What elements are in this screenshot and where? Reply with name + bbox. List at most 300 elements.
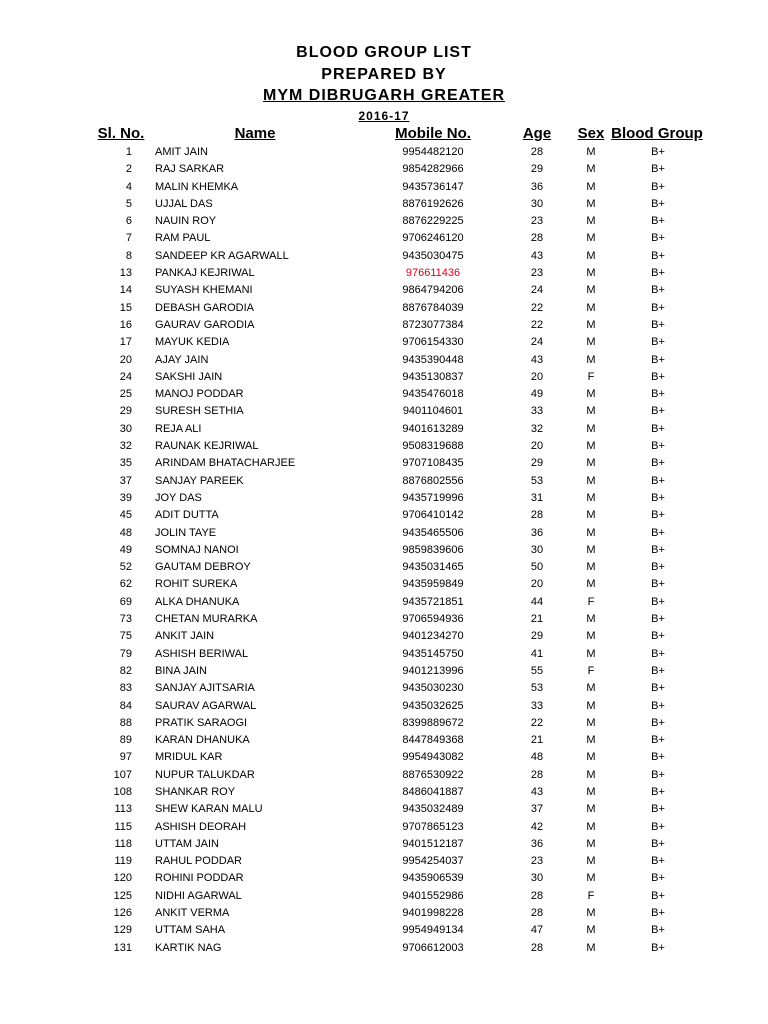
sl-no-cell: 115 [114,820,132,833]
sex-cell: M [586,474,596,487]
age-cell: 30 [530,197,544,210]
sl-no-cell: 6 [125,215,132,228]
sl-no-cell: 49 [119,543,132,556]
sl-no-cell: 30 [119,422,132,435]
mobile-no-cell: 9435390448 [402,353,464,366]
age-cell: 20 [530,370,544,383]
name-cell: MANOJ PODDAR [155,388,244,401]
age-cell: 33 [530,699,544,712]
age-cell: 55 [530,664,544,677]
blood-group-cell: B+ [651,232,665,245]
table-row [0,646,768,663]
sex-cell: M [586,301,596,314]
name-cell: SANJAY AJITSARIA [155,682,255,695]
age-cell: 44 [530,595,544,608]
age-cell: 20 [530,440,544,453]
sl-no-cell: 84 [119,699,132,712]
mobile-no-cell: 9435906539 [402,872,464,885]
sl-no-cell: 4 [125,180,132,193]
name-cell: MAYUK KEDIA [155,336,230,349]
name-cell: GAUTAM DEBROY [155,561,251,574]
blood-group-cell: B+ [651,388,665,401]
name-cell: UJJAL DAS [155,197,213,210]
mobile-no-cell: 8399889672 [402,716,464,729]
name-cell: SAKSHI JAIN [155,370,223,383]
table-row [0,421,768,438]
age-cell: 43 [530,353,544,366]
sex-cell: M [586,232,596,245]
name-cell: KARTIK NAG [155,941,222,954]
mobile-no-cell: 9401213996 [402,664,464,677]
sl-no-cell: 125 [113,889,132,902]
age-cell: 28 [530,768,544,781]
sl-no-cell: 48 [119,526,132,539]
sl-no-cell: 131 [113,941,132,954]
mobile-no-cell: 9707108435 [402,457,464,470]
mobile-no-cell: 9401998228 [402,907,464,920]
blood-group-cell: B+ [651,699,665,712]
mobile-no-cell: 9401613289 [402,422,464,435]
sl-no-cell: 14 [119,284,132,297]
age-cell: 36 [530,180,544,193]
name-cell: NIDHI AGARWAL [155,889,242,902]
name-cell: SURESH SETHIA [155,405,244,418]
table-row [0,525,768,542]
sl-no-cell: 8 [125,249,132,262]
age-cell: 20 [530,578,544,591]
sl-no-cell: 75 [119,630,132,643]
name-cell: ROHIT SUREKA [155,578,238,591]
blood-group-cell: B+ [651,267,665,280]
sl-no-cell: 73 [119,613,132,626]
table-row [0,403,768,420]
name-cell: GAURAV GARODIA [155,318,255,331]
name-cell: BINA JAIN [155,664,207,677]
table-row [0,352,768,369]
age-cell: 43 [530,249,544,262]
age-cell: 23 [530,855,544,868]
age-cell: 36 [530,526,544,539]
sex-cell: M [586,941,596,954]
name-cell: JOLIN TAYE [155,526,217,539]
blood-group-cell: B+ [651,613,665,626]
document-year: 2016-17 [358,109,410,123]
sl-no-cell: 62 [119,578,132,591]
sl-no-cell: 83 [119,682,132,695]
age-cell: 53 [530,682,544,695]
table-row [0,940,768,957]
mobile-no-cell: 8447849368 [402,734,464,747]
table-row [0,213,768,230]
header-sex: Sex [577,125,605,142]
sex-cell: M [586,785,596,798]
mobile-no-cell: 9508319688 [402,440,464,453]
mobile-no-cell: 8876530922 [402,768,464,781]
sex-cell: F [587,595,595,608]
age-cell: 23 [530,267,544,280]
name-cell: PRATIK SARAOGI [155,716,248,729]
mobile-no-cell: 9401552986 [402,889,464,902]
sex-cell: M [586,215,596,228]
name-cell: ALKA DHANUKA [155,595,240,608]
age-cell: 23 [530,215,544,228]
age-cell: 48 [530,751,544,764]
name-cell: UTTAM SAHA [155,924,226,937]
age-cell: 53 [530,474,544,487]
name-cell: SHEW KARAN MALU [155,803,263,816]
age-cell: 32 [530,422,544,435]
name-cell: NAUIN ROY [155,215,217,228]
table-row [0,248,768,265]
table-row [0,749,768,766]
age-cell: 31 [530,491,544,504]
age-cell: 22 [530,301,544,314]
blood-group-cell: B+ [651,440,665,453]
blood-group-cell: B+ [651,353,665,366]
mobile-no-cell: 9401234270 [402,630,464,643]
blood-group-cell: B+ [651,561,665,574]
table-row [0,801,768,818]
table-row [0,663,768,680]
name-cell: ROHINI PODDAR [155,872,244,885]
mobile-no-cell: 9435032625 [402,699,464,712]
sex-cell: M [586,613,596,626]
sex-cell: M [586,405,596,418]
sex-cell: M [586,855,596,868]
document-title-line3: MYM DIBRUGARH GREATER [262,87,506,104]
sex-cell: M [586,388,596,401]
sl-no-cell: 2 [125,163,132,176]
age-cell: 42 [530,820,544,833]
age-cell: 28 [530,232,544,245]
table-row [0,870,768,887]
table-row [0,576,768,593]
sex-cell: M [586,197,596,210]
blood-group-cell: B+ [651,751,665,764]
blood-group-cell: B+ [651,543,665,556]
age-cell: 33 [530,405,544,418]
sex-cell: M [586,353,596,366]
blood-group-cell: B+ [651,578,665,591]
mobile-no-cell: 9435959849 [402,578,464,591]
age-cell: 28 [530,889,544,902]
sex-cell: M [586,422,596,435]
name-cell: RAUNAK KEJRIWAL [155,440,259,453]
sl-no-cell: 29 [119,405,132,418]
age-cell: 29 [530,163,544,176]
table-row [0,611,768,628]
table-row [0,369,768,386]
sl-no-cell: 37 [119,474,132,487]
sex-cell: M [586,284,596,297]
mobile-no-cell: 9706594936 [402,613,464,626]
blood-group-cell: B+ [651,526,665,539]
age-cell: 37 [530,803,544,816]
sex-cell: M [586,509,596,522]
name-cell: UTTAM JAIN [155,837,219,850]
blood-group-cell: B+ [651,768,665,781]
table-row [0,282,768,299]
name-cell: AMIT JAIN [155,146,208,158]
sl-no-cell: 107 [113,768,132,781]
mobile-no-cell: 9435031465 [402,561,464,574]
mobile-no-cell: 9859839606 [402,543,464,556]
sl-no-cell: 118 [114,837,132,850]
sex-cell: M [586,820,596,833]
sl-no-cell: 1 [125,146,132,158]
mobile-no-cell: 8876802556 [402,474,464,487]
sex-cell: M [586,907,596,920]
sex-cell: M [586,803,596,816]
mobile-no-cell: 9954482120 [402,146,464,158]
name-cell: ANKIT JAIN [155,630,215,643]
age-cell: 47 [530,924,544,937]
blood-group-cell: B+ [651,941,665,954]
age-cell: 50 [530,561,544,574]
sex-cell: M [586,457,596,470]
blood-group-cell: B+ [651,318,665,331]
sex-cell: M [586,318,596,331]
table-row [0,386,768,403]
mobile-no-cell: 9706246120 [402,232,464,245]
age-cell: 29 [530,457,544,470]
name-cell: MRIDUL KAR [155,751,223,764]
mobile-no-cell: 976611436 [405,267,461,280]
table-row [0,317,768,334]
blood-group-cell: B+ [651,197,665,210]
age-cell: 21 [530,734,544,747]
blood-group-cell: B+ [651,647,665,660]
sl-no-cell: 35 [119,457,132,470]
sex-cell: M [586,647,596,660]
table-row [0,628,768,645]
blood-group-table-body [0,144,768,957]
sl-no-cell: 97 [119,751,132,764]
blood-group-cell: B+ [651,163,665,176]
table-row [0,784,768,801]
name-cell: MALIN KHEMKA [155,180,239,193]
blood-group-cell: B+ [651,872,665,885]
name-cell: AJAY JAIN [155,353,209,366]
document-title-line2: PREPARED BY [321,66,447,83]
mobile-no-cell: 9954943082 [402,751,464,764]
name-cell: KARAN DHANUKA [155,734,250,747]
sl-no-cell: 45 [119,509,132,522]
blood-group-cell: B+ [651,146,665,158]
table-row [0,196,768,213]
name-cell: DEBASH GARODIA [155,301,255,314]
sl-no-cell: 13 [119,267,132,280]
table-row [0,732,768,749]
name-cell: SANJAY PAREEK [155,474,244,487]
table-row [0,490,768,507]
table-row [0,265,768,282]
name-cell: ADIT DUTTA [155,509,219,522]
age-cell: 21 [530,613,544,626]
sl-no-cell: 52 [119,561,132,574]
table-row [0,300,768,317]
sex-cell: M [586,146,596,158]
name-cell: SANDEEP KR AGARWALL [155,249,289,262]
sex-cell: F [587,370,595,383]
sl-no-cell: 7 [125,232,132,245]
mobile-no-cell: 9706410142 [402,509,464,522]
age-cell: 30 [530,872,544,885]
sex-cell: M [586,630,596,643]
age-cell: 36 [530,837,544,850]
sex-cell: M [586,336,596,349]
blood-group-cell: B+ [651,630,665,643]
sex-cell: M [586,491,596,504]
table-row [0,542,768,559]
table-row [0,922,768,939]
sl-no-cell: 5 [125,197,132,210]
mobile-no-cell: 8876229225 [402,215,464,228]
table-row [0,836,768,853]
table-row [0,594,768,611]
name-cell: JOY DAS [155,491,202,504]
sl-no-cell: 113 [114,803,132,816]
blood-group-cell: B+ [651,924,665,937]
mobile-no-cell: 8486041887 [402,785,464,798]
blood-group-cell: B+ [651,664,665,677]
header-mobile-no: Mobile No. [395,125,471,142]
header-blood-group: Blood Group [611,125,703,142]
blood-group-cell: B+ [651,301,665,314]
name-cell: ARINDAM BHATACHARJEE [155,457,296,470]
age-cell: 29 [530,630,544,643]
mobile-no-cell: 9435130837 [402,370,464,383]
sex-cell: M [586,249,596,262]
mobile-no-cell: 9435476018 [402,388,464,401]
mobile-no-cell: 9706154330 [402,336,464,349]
age-cell: 41 [530,647,544,660]
mobile-no-cell: 9435030475 [402,249,464,262]
mobile-no-cell: 9706612003 [402,941,464,954]
blood-group-cell: B+ [651,889,665,902]
blood-group-cell: B+ [651,785,665,798]
table-row [0,473,768,490]
sl-no-cell: 129 [113,924,132,937]
table-row [0,144,768,161]
sex-cell: M [586,872,596,885]
mobile-no-cell: 9435032489 [402,803,464,816]
mobile-no-cell: 9435719996 [402,491,464,504]
age-cell: 28 [530,146,544,158]
table-row [0,507,768,524]
blood-group-cell: B+ [651,284,665,297]
table-row [0,230,768,247]
blood-group-cell: B+ [651,682,665,695]
blood-group-cell: B+ [651,370,665,383]
sex-cell: M [586,578,596,591]
name-cell: SUYASH KHEMANI [155,284,253,297]
blood-group-cell: B+ [651,820,665,833]
blood-group-cell: B+ [651,734,665,747]
sex-cell: M [586,180,596,193]
sl-no-cell: 88 [119,716,132,729]
mobile-no-cell: 8876192626 [402,197,464,210]
name-cell: ANKIT VERMA [155,907,230,920]
blood-group-cell: B+ [651,422,665,435]
age-cell: 49 [530,388,544,401]
age-cell: 24 [530,336,544,349]
table-row [0,905,768,922]
mobile-no-cell: 9707865123 [402,820,464,833]
name-cell: CHETAN MURARKA [155,613,258,626]
mobile-no-cell: 9954949134 [402,924,464,937]
name-cell: PANKAJ KEJRIWAL [155,267,255,280]
blood-group-cell: B+ [651,509,665,522]
sex-cell: M [586,526,596,539]
mobile-no-cell: 8876784039 [402,301,464,314]
table-row [0,767,768,784]
header-age: Age [522,125,552,142]
table-row [0,179,768,196]
blood-group-cell: B+ [651,491,665,504]
sl-no-cell: 119 [114,855,132,868]
table-row [0,680,768,697]
sex-cell: M [586,716,596,729]
mobile-no-cell: 9435465506 [402,526,464,539]
sex-cell: M [586,768,596,781]
age-cell: 24 [530,284,544,297]
blood-group-cell: B+ [651,405,665,418]
sl-no-cell: 79 [119,647,132,660]
sex-cell: M [586,837,596,850]
name-cell: RAHUL PODDAR [155,855,242,868]
table-row [0,853,768,870]
sl-no-cell: 16 [119,318,132,331]
sex-cell: M [586,440,596,453]
sex-cell: F [587,664,595,677]
header-name: Name [234,125,276,142]
age-cell: 43 [530,785,544,798]
table-row [0,888,768,905]
age-cell: 28 [530,907,544,920]
mobile-no-cell: 9435030230 [402,682,464,695]
mobile-no-cell: 9864794206 [402,284,464,297]
document-title-line1: BLOOD GROUP LIST [296,44,472,61]
table-row [0,819,768,836]
sl-no-cell: 20 [119,353,132,366]
name-cell: ASHISH DEORAH [155,820,247,833]
blood-group-cell: B+ [651,716,665,729]
sl-no-cell: 69 [119,595,132,608]
mobile-no-cell: 9401512187 [402,837,464,850]
blood-group-cell: B+ [651,837,665,850]
blood-group-cell: B+ [651,457,665,470]
sl-no-cell: 39 [119,491,132,504]
blood-group-cell: B+ [651,803,665,816]
age-cell: 28 [530,941,544,954]
mobile-no-cell: 9435721851 [402,595,464,608]
sl-no-cell: 17 [119,336,132,349]
name-cell: NUPUR TALUKDAR [155,768,255,781]
sl-no-cell: 25 [119,388,132,401]
sl-no-cell: 126 [113,907,132,920]
sex-cell: M [586,682,596,695]
table-row [0,698,768,715]
table-row [0,438,768,455]
sl-no-cell: 32 [119,440,132,453]
name-cell: SHANKAR ROY [155,785,236,798]
age-cell: 22 [530,318,544,331]
sl-no-cell: 108 [113,785,132,798]
header-sl-no: Sl. No. [97,125,145,142]
age-cell: 30 [530,543,544,556]
sex-cell: M [586,924,596,937]
